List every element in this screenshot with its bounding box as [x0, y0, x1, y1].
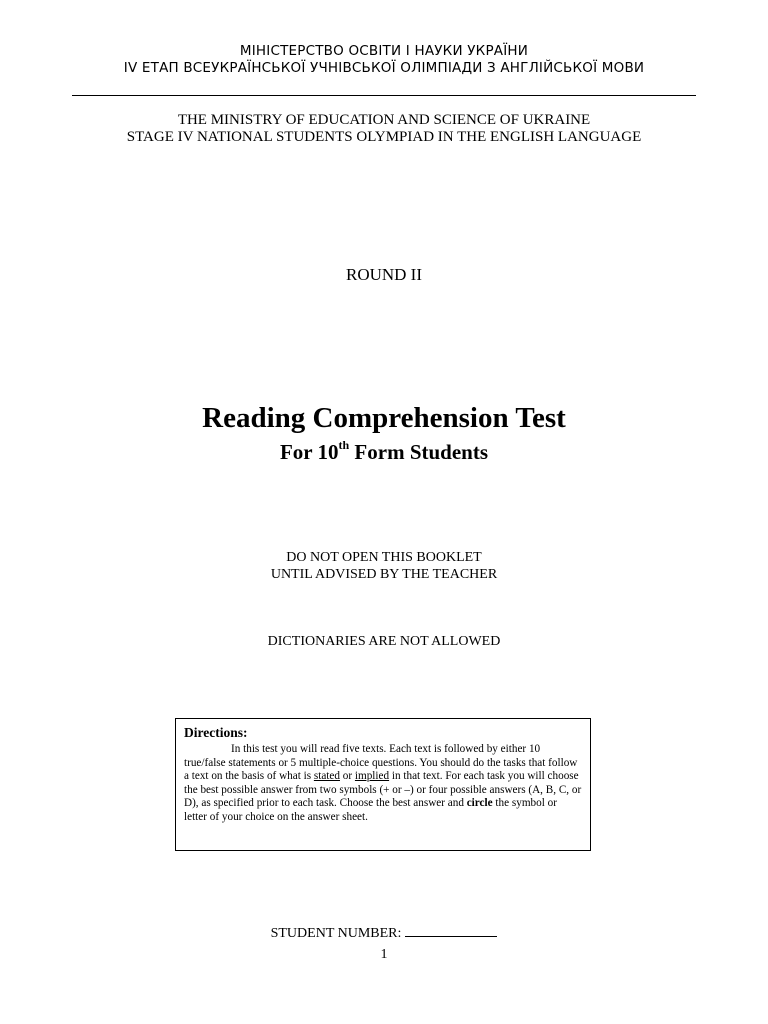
notice-line2: UNTIL ADVISED BY THE TEACHER: [270, 567, 498, 582]
directions-box: [175, 718, 591, 851]
page-subtitle: [0, 440, 768, 465]
directions-text-part4: the symbol or letter of your choice on the answer sheet.: [184, 797, 557, 823]
student-number-row: [0, 924, 768, 942]
directions-circle: circle: [466, 797, 493, 810]
header-ua-line1: МІНІСТЕРСТВО ОСВІТИ І НАУКИ УКРАЇНИ: [239, 43, 529, 59]
header-divider: [72, 95, 696, 96]
subtitle-superscript: th: [338, 438, 350, 452]
page-title: Reading Comprehension Test: [202, 402, 566, 434]
notice-line1: DO NOT OPEN THIS BOOKLET: [286, 550, 482, 565]
directions-title: Directions:: [184, 725, 248, 740]
directions-stated: stated: [313, 770, 340, 783]
header-en-line1: THE MINISTRY OF EDUCATION AND SCIENCE OF UKRAINE: [177, 112, 591, 128]
notice-dictionaries: DICTIONARIES ARE NOT ALLOWED: [267, 634, 501, 649]
directions-implied: implied: [354, 770, 390, 783]
student-number-field[interactable]: [405, 924, 497, 937]
student-number-label: STUDENT NUMBER:: [270, 926, 402, 941]
subtitle-suffix: Form Students: [349, 440, 489, 464]
page-number: 1: [380, 947, 388, 962]
directions-text: [184, 743, 582, 825]
directions-text-part3: in that text. For each task you will choose the best possible answer from two symbols (+ or –) or four possible answers (A, B, C, or D), as specified prior to each task. Choose the best answer and: [184, 770, 582, 810]
header-en-line2: STAGE IV NATIONAL STUDENTS OLYMPIAD IN THE ENGLISH LANGUAGE: [126, 129, 642, 145]
header-ua-line2: IV ЕТАП ВСЕУКРАЇНСЬКОЇ УЧНІВСЬКОЇ ОЛІМПІАДИ З АНГЛІЙСЬКОЇ МОВИ: [123, 60, 645, 76]
directions-text-part1: In this test you will read five texts. Each text is followed by either 10 true/false statements or 5 multiple-choice questions. You should do the tasks that follow a text on the basis of what is: [184, 743, 578, 783]
subtitle-prefix: For 10: [279, 440, 339, 464]
round-label: ROUND II: [345, 265, 423, 284]
directions-text-part2: or: [339, 770, 355, 783]
